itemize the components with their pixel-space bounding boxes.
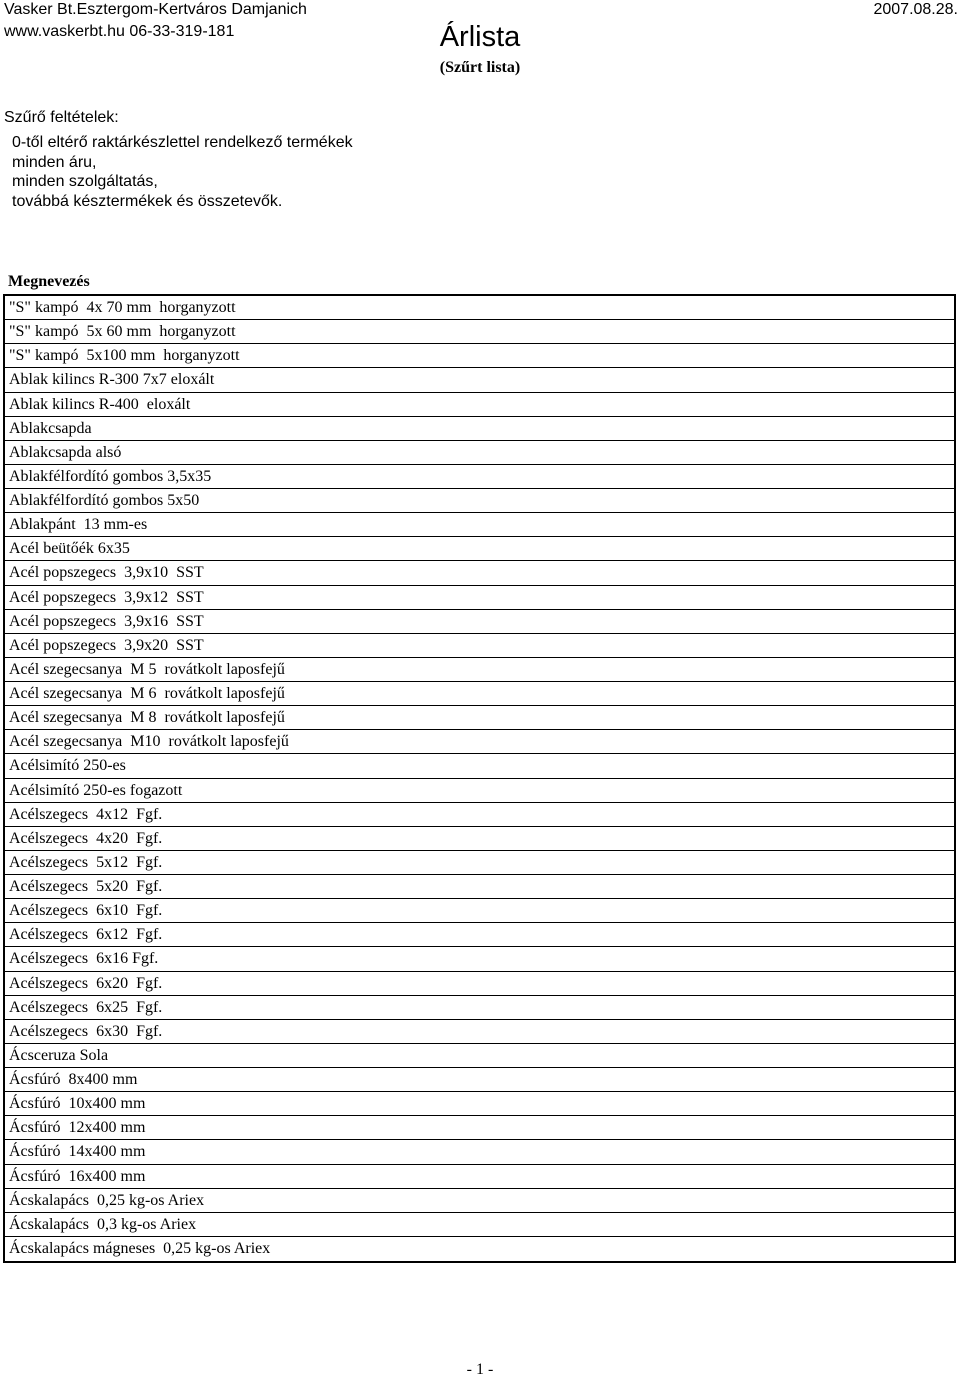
table-row: Acélszegecs 6x20 Fgf.	[5, 972, 954, 996]
table-row: Acélszegecs 5x12 Fgf.	[5, 851, 954, 875]
table-row: Acél popszegecs 3,9x12 SST	[5, 586, 954, 610]
table-row: Ácskalapács 0,25 kg-os Ariex	[5, 1189, 954, 1213]
table-row: Ácsfúró 8x400 mm	[5, 1068, 954, 1092]
product-table	[3, 294, 956, 1263]
table-row: Acélszegecs 6x30 Fgf.	[5, 1020, 954, 1044]
table-row: Acél szegecsanya M10 rovátkolt laposfejű	[5, 730, 954, 754]
table-row: Acél szegecsanya M 8 rovátkolt laposfejű	[5, 706, 954, 730]
table-row: Acél beütőék 6x35	[5, 537, 954, 561]
table-row: Ablakfélfordító gombos 5x50	[5, 489, 954, 513]
table-row: Acélszegecs 6x10 Fgf.	[5, 899, 954, 923]
page-subtitle: (Szűrt lista)	[439, 59, 521, 76]
table-row: Acél szegecsanya M 5 rovátkolt laposfejű	[5, 658, 954, 682]
table-row: Acélsimító 250-es fogazott	[5, 779, 954, 803]
table-row: Ácsfúró 12x400 mm	[5, 1116, 954, 1140]
filter-conditions	[12, 133, 353, 211]
table-row: Acél popszegecs 3,9x20 SST	[5, 634, 954, 658]
filter-condition: minden áru,	[12, 153, 97, 171]
document-date: 2007.08.28.	[873, 1, 958, 18]
page-number: - 1 -	[466, 1361, 494, 1378]
company-name: Vasker Bt.Esztergom-Kertváros Damjanich	[4, 1, 307, 18]
page-title: Árlista	[439, 21, 521, 53]
table-row: Acél popszegecs 3,9x10 SST	[5, 561, 954, 585]
table-row: Acélszegecs 6x16 Fgf.	[5, 947, 954, 971]
table-row: Ácskalapács 0,3 kg-os Ariex	[5, 1213, 954, 1237]
table-row: Ablak kilincs R-300 7x7 eloxált	[5, 368, 954, 392]
table-row: "S" kampó 5x100 mm horganyzott	[5, 344, 954, 368]
table-row: "S" kampó 4x 70 mm horganyzott	[5, 296, 954, 320]
table-row: Ácsfúró 16x400 mm	[5, 1165, 954, 1189]
table-row: Ablakcsapda	[5, 417, 954, 441]
table-row: Ácsfúró 14x400 mm	[5, 1140, 954, 1164]
filter-condition: továbbá késztermékek és összetevők.	[12, 192, 283, 210]
table-row: Acél szegecsanya M 6 rovátkolt laposfejű	[5, 682, 954, 706]
table-row: Ácsceruza Sola	[5, 1044, 954, 1068]
table-row: Acél popszegecs 3,9x16 SST	[5, 610, 954, 634]
table-row: Acélszegecs 5x20 Fgf.	[5, 875, 954, 899]
table-row: Ablakpánt 13 mm-es	[5, 513, 954, 537]
table-row: Acélsimító 250-es	[5, 754, 954, 778]
table-row: Ácskalapács mágneses 0,25 kg-os Ariex	[9, 1239, 271, 1257]
table-row: "S" kampó 5x 60 mm horganyzott	[5, 320, 954, 344]
filter-condition: minden szolgáltatás,	[12, 173, 158, 190]
table-row: Acélszegecs 6x12 Fgf.	[5, 923, 954, 947]
table-row: Ablakcsapda alsó	[5, 441, 954, 465]
column-header-name: Megnevezés	[8, 273, 90, 290]
table-row: Ablak kilincs R-400 eloxált	[5, 393, 954, 417]
table-row: Acélszegecs 6x25 Fgf.	[5, 996, 954, 1020]
filter-condition: 0-től eltérő raktárkészlettel rendelkező termékek	[12, 134, 353, 151]
table-row: Acélszegecs 4x20 Fgf.	[5, 827, 954, 851]
company-website-phone: www.vaskerbt.hu 06-33-319-181	[4, 23, 235, 40]
filter-heading: Szűrő feltételek:	[4, 109, 119, 126]
table-row: Ácsfúró 10x400 mm	[5, 1092, 954, 1116]
table-row: Acélszegecs 4x12 Fgf.	[5, 803, 954, 827]
table-row: Ablakfélfordító gombos 3,5x35	[5, 465, 954, 489]
